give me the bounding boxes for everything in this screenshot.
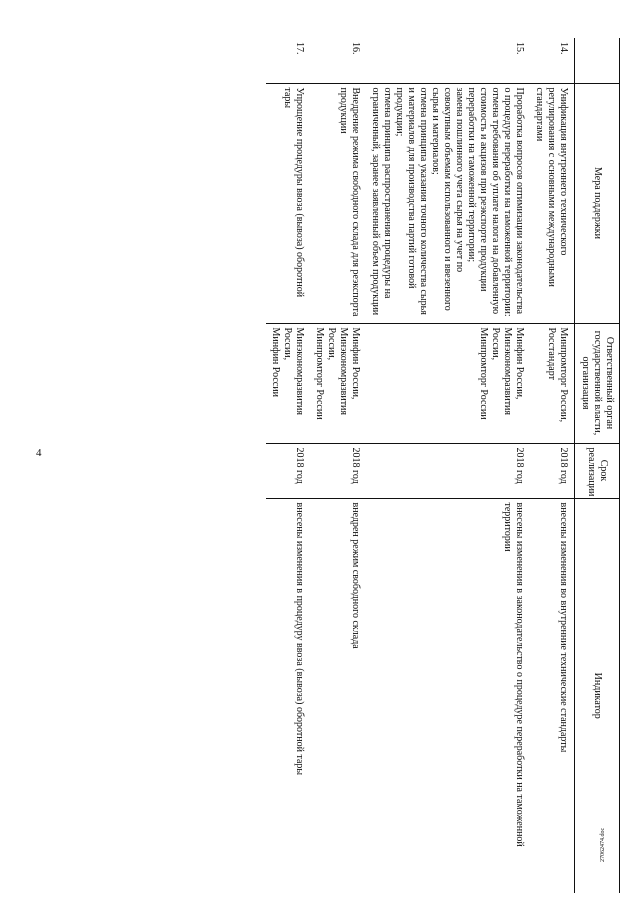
row-responsible: Минэкономразвития России, Минфин России — [266, 323, 310, 443]
row-measure: Внедрение режима свободного склада для реэкспорта продукции — [310, 83, 366, 323]
row-indicator: внесены изменения в законодательство о процедуре переработки на таможенной территории — [366, 498, 530, 893]
row-number: 15. — [514, 42, 525, 55]
row-deadline: 2018 год — [310, 443, 366, 498]
row-number: 16. — [350, 42, 361, 55]
row-deadline: 2018 год — [266, 443, 310, 498]
header-indicator: Индикатор — [575, 498, 620, 893]
table-row — [530, 38, 575, 893]
table-row — [310, 38, 366, 893]
row-deadline: 2018 год — [366, 443, 530, 498]
header-measure: Мера поддержки — [575, 83, 620, 323]
row-deadline: 2018 год — [530, 443, 575, 498]
row-indicator: внесены изменения в процедуру ввоза (вывоза) оборотной тары — [266, 498, 310, 893]
row-responsible: Минфин России, Минэкономразвития России, Минпромторг России — [310, 323, 366, 443]
row-number: 17. — [294, 42, 305, 55]
header-deadline: Срок реализации — [575, 443, 620, 498]
footer-filename: 27062474.doc — [600, 827, 606, 862]
page-number: 4 — [36, 447, 42, 459]
row-number: 14. — [558, 42, 569, 55]
rotated-document — [103, 38, 620, 893]
row-indicator: внесены изменения во внутренние технические стандарты — [530, 498, 575, 893]
table-header-row — [575, 38, 620, 893]
header-num — [575, 38, 620, 83]
support-measures-table — [266, 38, 620, 893]
table-row — [366, 38, 530, 893]
header-responsible: Ответственный орган государственной власти, организация — [575, 323, 620, 443]
row-measure: Проработка вопросов оптимизации законодательства о процедуре переработки на таможенной территории: отмена требования об уплате налога на добавленную стоимость и акцизов при реэкспорте продукции переработки на таможенной территории; замена пошлинного учета сырья на учет по совокупным объемам использованного и ввезенного сырья и материалов; отмена принципа указания точного количества сырья и материалов для производства партий готовой продукции; отмена принципа распространения процедуры на ограниченный, заранее заявленный объем продукции — [366, 83, 530, 323]
table-row — [266, 38, 310, 893]
row-measure: Унификация внутреннего технического регулирования с основными международными стандартами — [530, 83, 575, 323]
row-measure: Упрощение процедуры ввоза (вывоза) оборотной тары — [266, 83, 310, 323]
row-responsible: Минфин России, Минэкономразвития России, Минпромторг России — [366, 323, 530, 443]
row-responsible: Минпромторг России, Росстандарт — [530, 323, 575, 443]
row-indicator: внедрен режим свободного склада — [310, 498, 366, 893]
